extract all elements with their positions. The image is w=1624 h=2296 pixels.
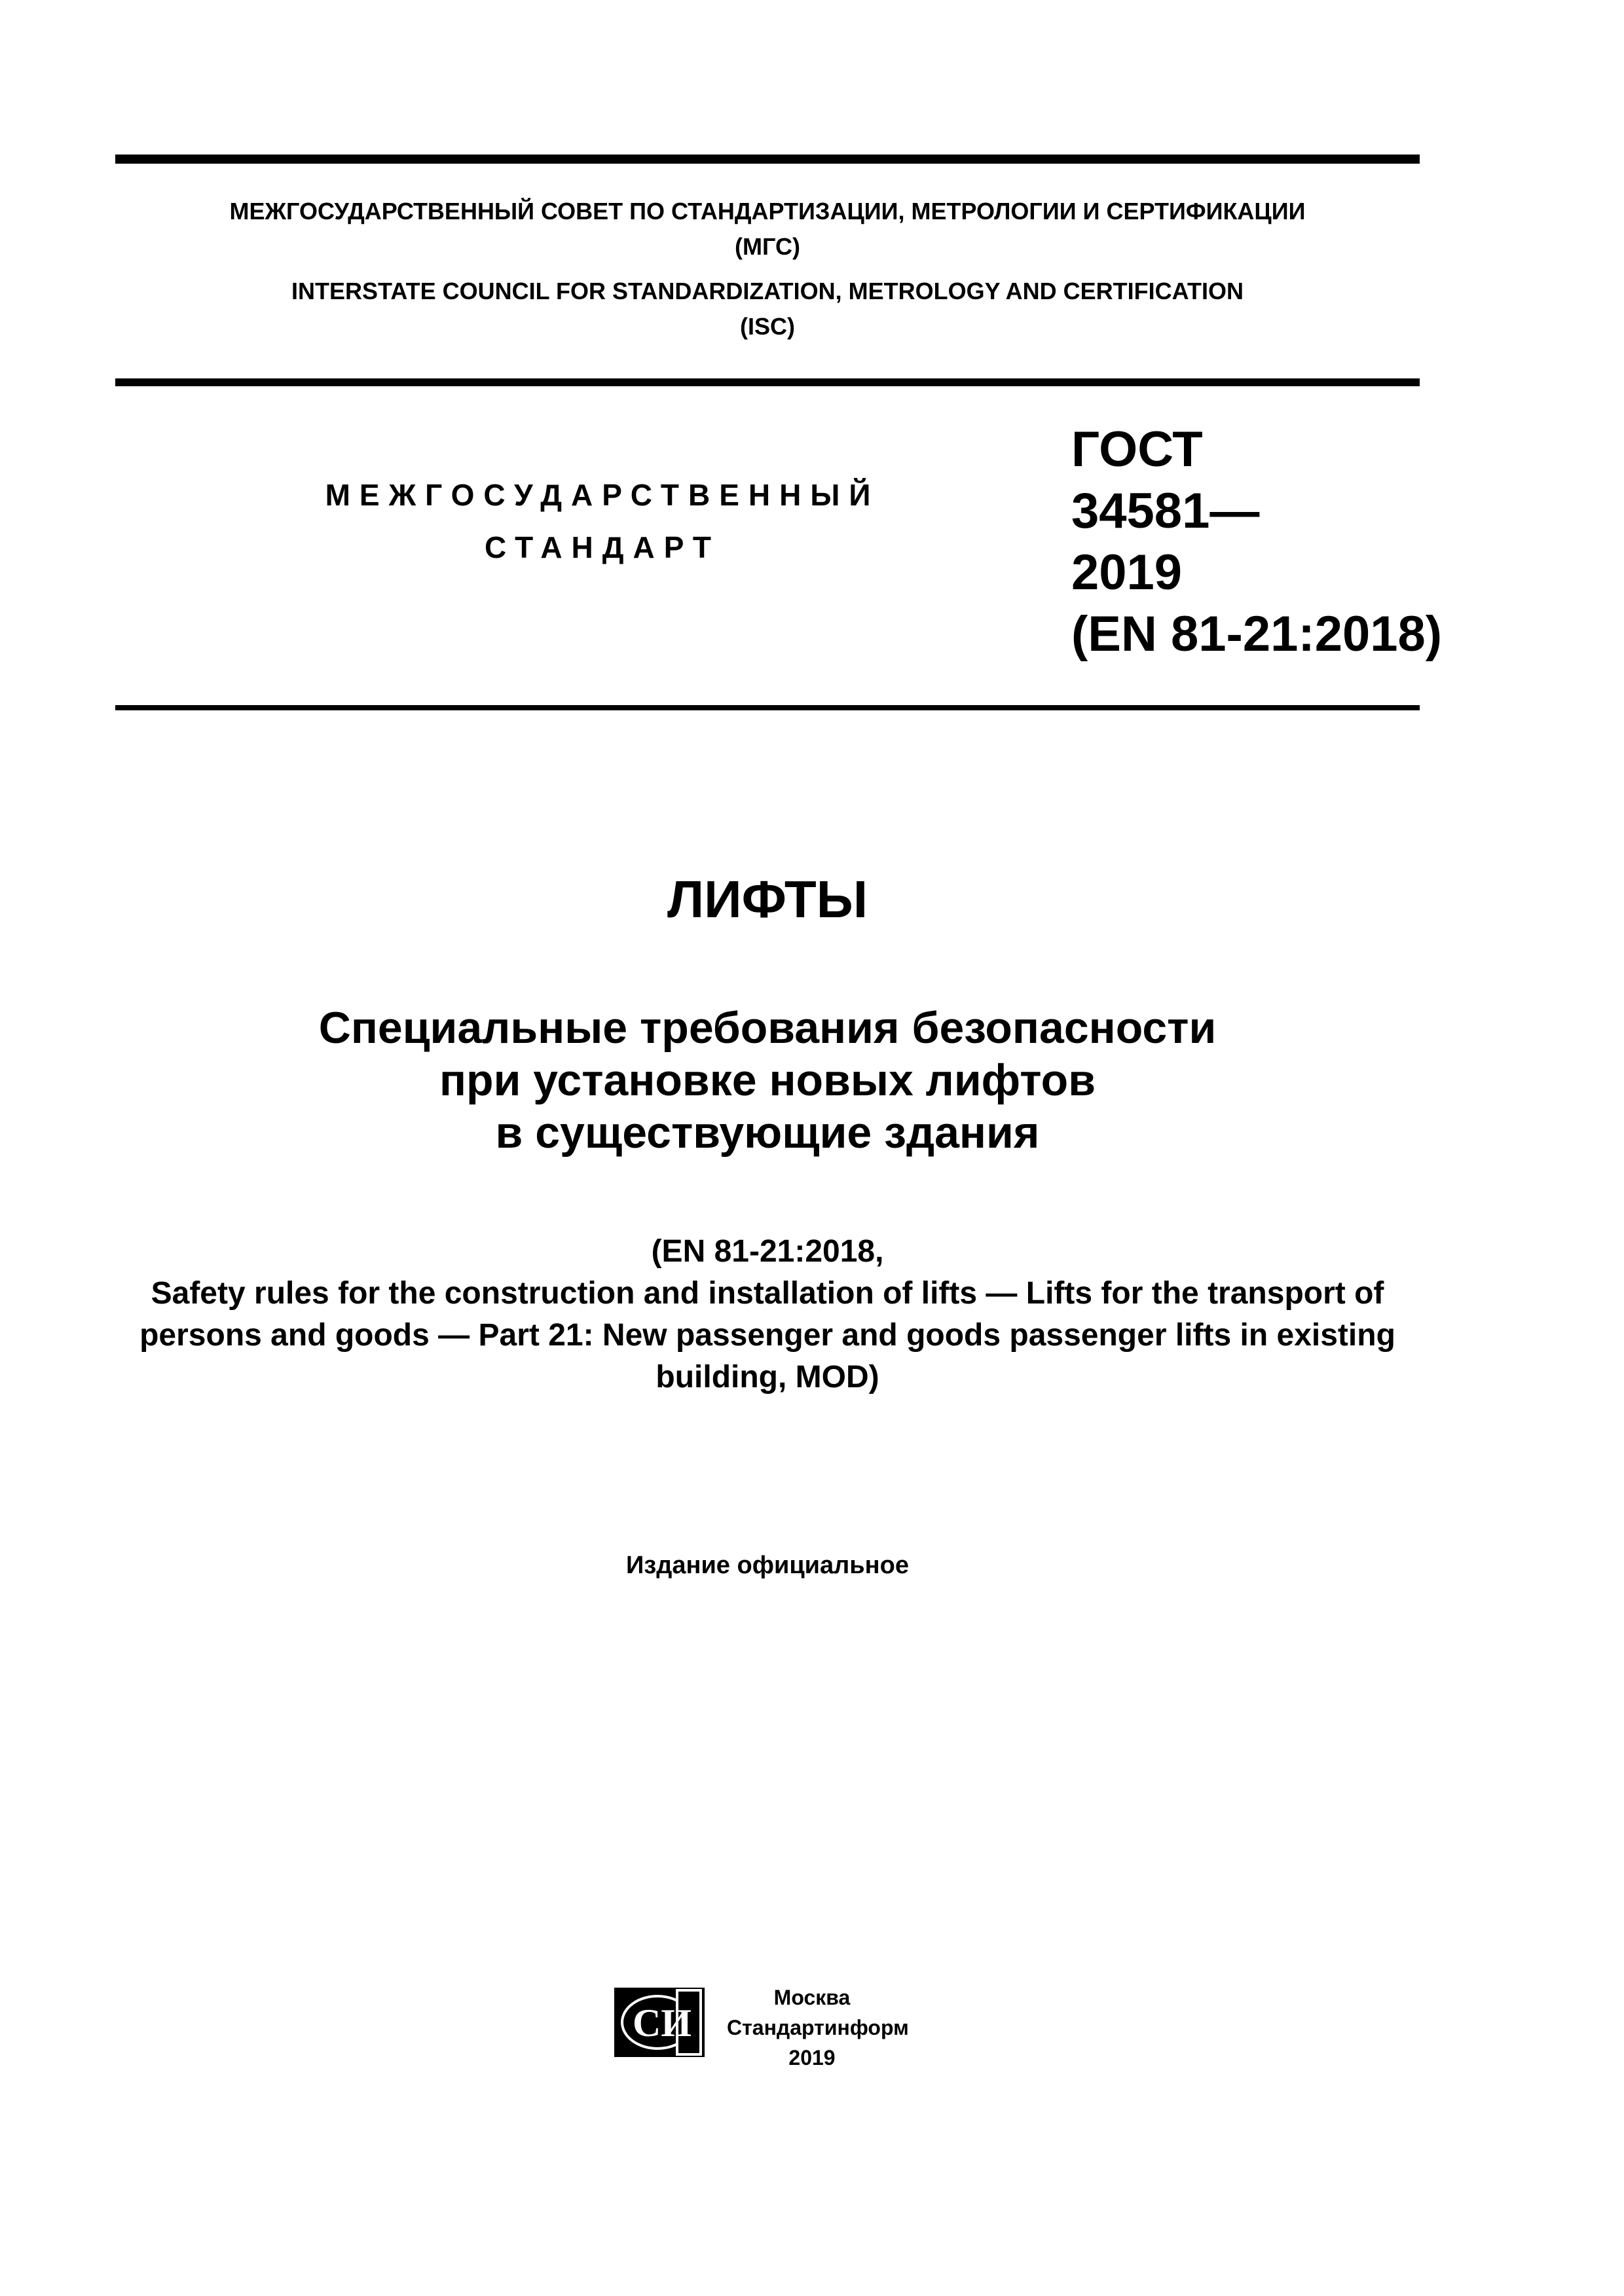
subtitle-line2: при установке новых лифтов — [439, 1055, 1096, 1105]
designation-equivalent: (EN 81-21:2018) — [1071, 606, 1443, 662]
council-en-line: INTERSTATE COUNCIL FOR STANDARDIZATION, METROLOGY AND CERTIFICATION — [291, 278, 1244, 304]
designation-year: 2019 — [1071, 545, 1183, 600]
logo-text: СИ — [633, 2001, 692, 2045]
document-title: ЛИФТЫ — [667, 870, 868, 928]
standard-type-line2: СТАНДАРТ — [485, 530, 720, 564]
designation-number: 34581— — [1071, 483, 1260, 539]
en-reference — [115, 1231, 1420, 1398]
subtitle-line3: в существующие здания — [495, 1108, 1040, 1157]
council-ru-line: МЕЖГОСУДАРСТВЕННЫЙ СОВЕТ ПО СТАНДАРТИЗАЦИИ, МЕТРОЛОГИИ И СЕРТИФИКАЦИИ — [229, 198, 1306, 225]
council-header — [115, 194, 1420, 344]
publisher-year: 2019 — [788, 2046, 836, 2069]
document-subtitle — [115, 1002, 1420, 1159]
publisher-name: Стандартинформ — [727, 2016, 909, 2039]
standartinform-logo-icon — [613, 1986, 706, 2058]
top-rule — [115, 155, 1420, 164]
publisher-city: Москва — [773, 1986, 851, 2009]
publisher-block — [727, 1982, 909, 2073]
standard-designation — [1071, 419, 1442, 665]
en-reference-line2: Safety rules for the construction and installation of lifts — Lifts for the transport of — [151, 1276, 1384, 1311]
standard-type — [275, 469, 930, 574]
bottom-rule — [115, 705, 1420, 710]
council-en-abbr: (ISC) — [740, 313, 795, 340]
subtitle-line1: Специальные требования безопасности — [318, 1003, 1217, 1053]
council-ru-abbr: (МГС) — [735, 233, 800, 260]
standard-type-line1: МЕЖГОСУДАРСТВЕННЫЙ — [325, 478, 880, 512]
middle-rule — [115, 378, 1420, 386]
edition-label: Издание официальное — [626, 1552, 909, 1579]
designation-prefix: ГОСТ — [1071, 422, 1203, 477]
en-reference-line3: persons and goods — Part 21: New passenger and goods passenger lifts in existing — [139, 1318, 1395, 1353]
en-reference-line4: building, MOD) — [655, 1360, 879, 1394]
en-reference-line1: (EN 81-21:2018, — [651, 1234, 884, 1269]
